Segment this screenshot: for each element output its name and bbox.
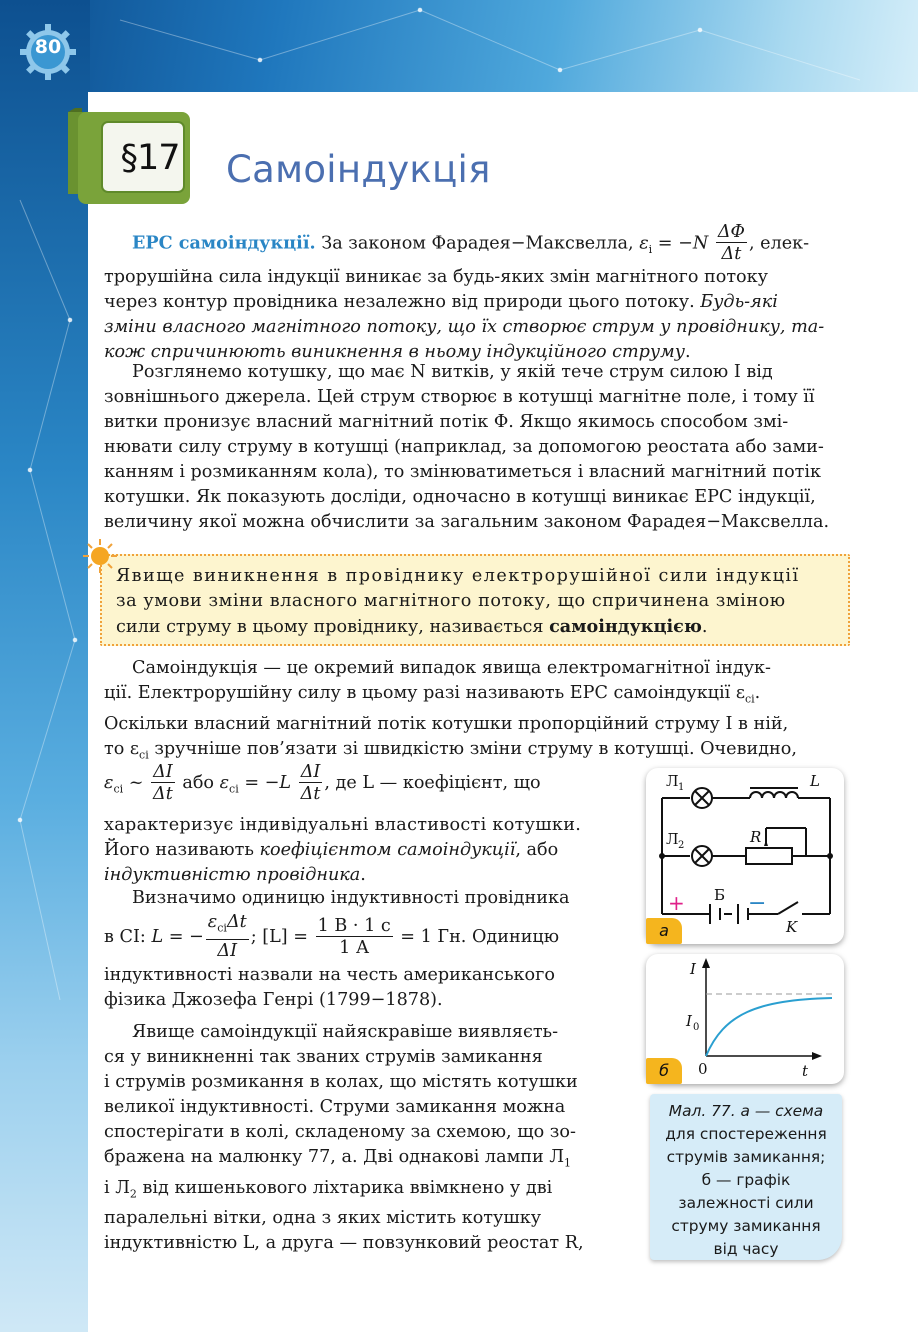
figure-caption: Мал. 77. а — схема для спостереження струмів замикання; б — графік залежності сили струму замикання від часу [650, 1094, 842, 1260]
paragraph-emf: ЕРС самоіндукції. За законом Фарадея−Максвелла, $\varepsilon_i = -N$ $\frac{\Delta\Phi}{\Delta t}$ , елек- трорушійна сила індукції виникає за будь-яких змін магнітного потоку через контур провідника незалежно від природи цього потоку. Будь-які зміни власного магнітного потоку, що їх створює струм у провіднику, та- кож спричинюють виникнення в ньому індукційного струму. [104, 222, 825, 362]
label-plus: + [668, 891, 685, 915]
svg-text:0: 0 [693, 1022, 700, 1033]
label-lamp2: Л [666, 830, 679, 848]
label-origin: 0 [698, 1060, 708, 1078]
formula-inductance: $\frac{\varepsilon_{сі}\Delta t}{\Delta I}$ [207, 912, 247, 961]
paragraph-unit: Визначимо одиницю індуктивності провідника в СІ: L = − $\frac{\varepsilon_{сі}\Delta t}{\Delta I}$ ; [L] = $\frac{1 В \cdot 1 с}{1 А}$ = 1 Гн. Одиницю індуктивності назвали на честь американського фізика Джозефа Генрі (1799−1878). [104, 888, 570, 1010]
formula-henry: $\frac{1 В \cdot 1 с}{1 А}$ [317, 915, 391, 958]
x-arrow-icon [812, 1052, 822, 1060]
label-lamp1: Л [666, 772, 679, 790]
formula-proportional: $\frac{\Delta I}{\Delta t}$ [153, 761, 173, 804]
keyword-emf: ЕРС самоіндукції. [132, 232, 316, 254]
caption-lead: Мал. 77. [668, 1102, 736, 1120]
sun-icon [82, 538, 118, 574]
definition-text: Явище виникнення в провіднику електрорушійної сили індукції за умови зміни власного магнітного потоку, що спричинена зміною сили струму в цьому провіднику, називається самоіндукцією. [116, 566, 800, 637]
axis-label-i: I [690, 960, 696, 978]
paragraph-closing-currents: Явище самоіндукції найяскравіше виявляєть- ся у виникненні так званих струмів замикання і струмів розмикання в колах, що містять котушки великої індуктивності. Струми замикання можна спостерігати в колі, складеному за схемою, що зо- бражена на малюнку 77, а. Дві однакові лампи $Л_1$ і $Л_2$ від кишенькового ліхтарика ввімкнено у дві паралельні вітки, одна з яких містить котушку індуктивністю L, а друга — повзунковий реостат R, [104, 1022, 584, 1254]
paragraph-inductance: $\varepsilon_{сі}$ ~ $\frac{\Delta I}{\Delta t}$ або $\varepsilon_{сі} = -L$ $\frac{\Delta I}{\Delta t}$ , де L — коефіцієнт, що характеризує індивідуальні властивості котушки. Його називають коефіцієнтом самоіндукції, або індуктивністю провідника. [104, 761, 582, 885]
label-coil: L [810, 772, 820, 790]
figure-circuit [646, 768, 844, 944]
figure-tag-b: б [646, 1058, 682, 1084]
figure-graph [646, 954, 844, 1084]
page-number: 80 [34, 36, 62, 58]
label-key: K [786, 918, 798, 936]
svg-text:2: 2 [678, 840, 685, 851]
circuit-diagram [646, 768, 844, 944]
slider-arrow-icon [764, 840, 768, 846]
label-minus: − [748, 891, 767, 916]
section-number: §17 [120, 138, 180, 178]
current-curve [706, 998, 832, 1056]
label-battery: Б [714, 886, 726, 904]
axis-label-t: t [802, 1062, 809, 1080]
svg-text:1: 1 [678, 782, 685, 793]
paragraph-coil: Розглянемо котушку, що має N витків, у якій тече струм силою I від зовнішнього джерела. Цей струм створює в котушці магнітне поле, і тому її витки пронизує власний магнітний потік Φ. Якщо якимось способом змі- нювати силу струму в котушці (наприклад, за допомогою реостата або зами- канням і розмиканням кола), то змінюватиметься і власний магнітний потік котушки. Як показують досліди, одночасно в котушці виникає ЕРС індукції, величину якої можна обчислити за загальним законом Фарадея−Максвелла. [104, 362, 830, 532]
figure-tag-a: а [646, 918, 682, 944]
paragraph-self-induction: Самоіндукція — це окремий випадок явища електромагнітної індук- ції. Електрорушійну силу в цьому разі називають ЕРС самоіндукції $\varepsilon_{сі}$. Оскільки власний магнітний потік котушки пропорційний струму I в ній, то $\varepsilon_{сі}$ зручніше пов’язати зі швидкістю зміни струму в котушці. Очевидно, [104, 658, 797, 762]
formula-faraday: $\frac{\Delta\Phi}{\Delta t}$ [717, 222, 745, 264]
y-arrow-icon [702, 958, 710, 968]
page-title: Самоіндукція [226, 148, 491, 191]
label-rheostat: R [750, 828, 762, 846]
term-self-induction: самоіндукцією [549, 616, 702, 637]
label-i0: I [686, 1012, 692, 1030]
formula-self-emf: $\frac{\Delta I}{\Delta t}$ [300, 761, 321, 804]
